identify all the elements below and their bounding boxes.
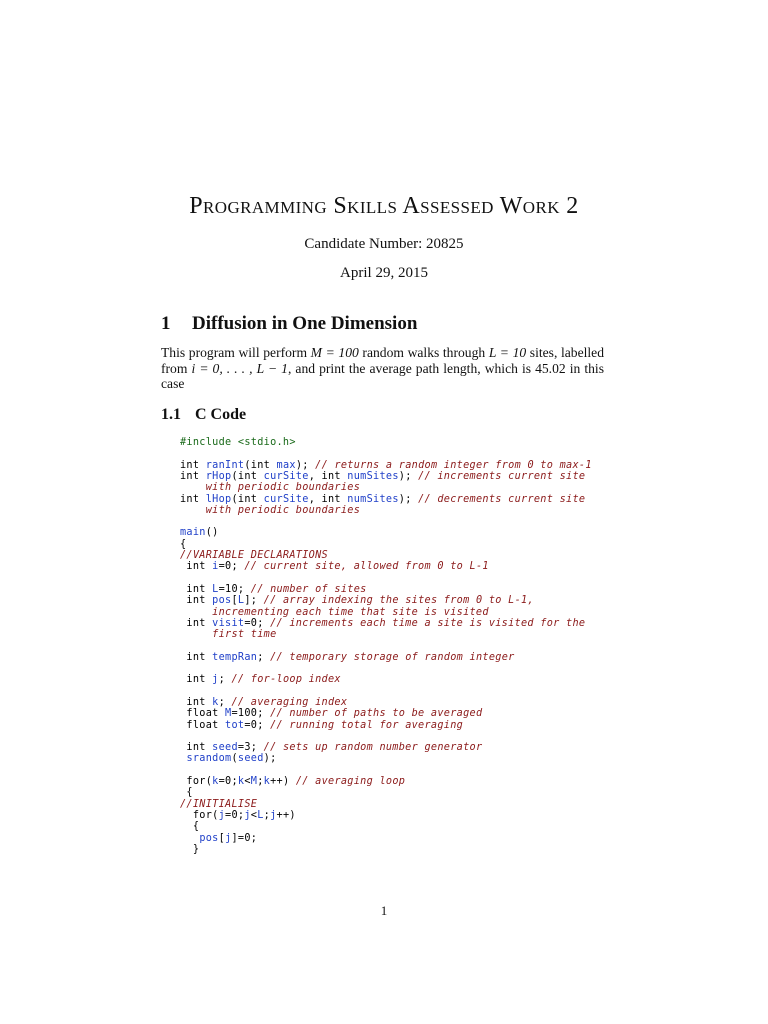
page-number: 1 [380, 903, 388, 918]
code-line: int pos[L]; // array indexing the sites from 0 to L-1, [180, 595, 534, 607]
code-line: int lHop(int curSite, int numSites); // decrements current site [180, 493, 586, 505]
candidate-number: Candidate Number: 20825 [304, 236, 464, 252]
code-line: int j; // for-loop index [180, 674, 341, 686]
code-line: } [180, 843, 200, 855]
code-line: with periodic boundaries [180, 482, 361, 494]
document-date: April 29, 2015 [340, 265, 428, 281]
code-line: int visit=0; // increments each time a site is visited for the [180, 617, 586, 629]
code-line: incrementing each time that site is visited [180, 606, 489, 618]
intro-i-range: i = 0, . . . , L − 1 [191, 360, 288, 376]
intro-l-equation: L = 10 [488, 345, 527, 360]
code-line: int i=0; // current site, allowed from 0 to L-1 [180, 561, 489, 573]
intro-m-equation: M = 100 [310, 345, 359, 360]
code-line: { [180, 787, 193, 799]
code-line: pos[j]=0; [199, 832, 258, 844]
intro-text-2: random walks through [358, 345, 489, 360]
code-line: int tempRan; // temporary storage of random integer [180, 651, 515, 663]
subsection-title: C Code [195, 406, 247, 423]
intro-text-3: sites, labelled from [161, 345, 605, 376]
code-line: int ranInt(int max); // returns a random integer from 0 to max-1 [180, 459, 592, 471]
code-line: int L=10; // number of sites [180, 583, 367, 595]
document-title: Programming Skills Assessed Work 2 [189, 193, 579, 219]
code-line: with periodic boundaries [180, 504, 361, 516]
code-line: float M=100; // number of paths to be averaged [180, 708, 483, 720]
intro-paragraph [161, 345, 604, 392]
code-line: main() [180, 527, 219, 539]
code-line: srandom(seed); [186, 753, 277, 765]
code-line: int rHop(int curSite, int numSites); // increments current site [180, 470, 586, 482]
code-line: //VARIABLE DECLARATIONS [180, 550, 328, 561]
code-line: first time [180, 629, 277, 641]
section-number: 1 [161, 313, 171, 334]
intro-text-1: This program will perform [161, 345, 311, 360]
section-heading [161, 313, 417, 335]
intro-text-4: , and print the average path length, which is 45.02 in this case [161, 360, 604, 391]
code-line: float tot=0; // running total for averaging [180, 719, 464, 731]
code-line: int seed=3; // sets up random number generator [180, 742, 483, 754]
subsection-heading [161, 406, 246, 424]
code-line: //INITIALISE [180, 798, 258, 810]
subsection-number: 1.1 [161, 406, 181, 423]
section-title: Diffusion in One Dimension [192, 313, 418, 334]
code-line: #include <stdio.h> [180, 437, 296, 448]
code-line: for(j=0;j<L;j++) [180, 809, 296, 821]
code-line: { [180, 821, 200, 833]
code-line: for(k=0;k<M;k++) // averaging loop [180, 776, 406, 787]
code-line: int k; // averaging index [180, 696, 348, 708]
code-line: { [180, 538, 187, 550]
